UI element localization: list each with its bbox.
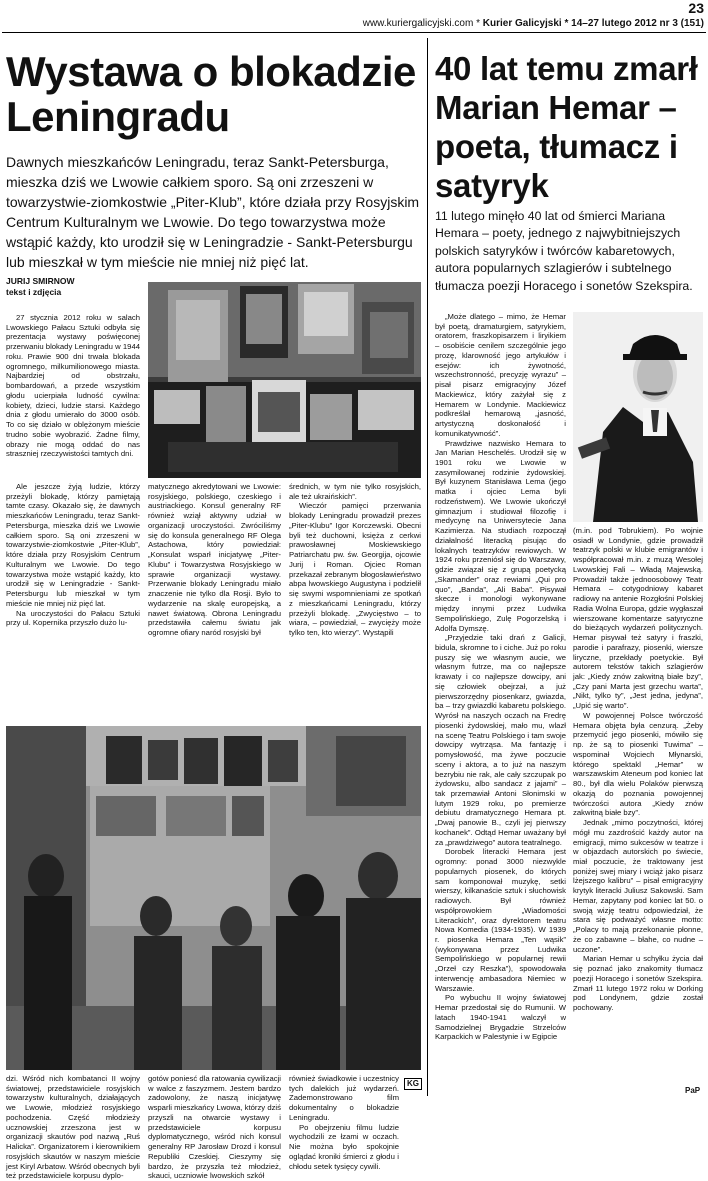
left-col3: [289, 482, 421, 719]
left-bottom-col1: [6, 1074, 140, 1181]
paragraph: W powojennej Polsce twórczość Hemara objęta była cenzurą. „Żeby przemycić jego piosenki, mówiło się np. że są to piosenki Tuwima” – wspominał Wojciech Młynarski, którego spektakl „Hemar” w warszawskim Ateneum pod koniec lat 80., był dla wielu Polaków pierwszą okazją do poznania powojennej twórczości autora „Kiedy znów zakwitną białe bzy”.: [573, 710, 703, 818]
paragraph: Po obejrzeniu filmu ludzie wychodzili ze łzami w oczach. Nie można było spokojnie oglądać kroniki śmierci z głodu i chłodu setek tysięcy cywili.: [289, 1122, 399, 1171]
paragraph: gotów poniesć dla ratowania cywilizacji w walce z faszyzmem. Jestem bardzo zadowolony, że naszą inicjatywę wsparli mieszkańcy Lwowa, którzy dziś przyszli na otwarcie wystawy i przedstawiciele korpusu dyplomatycznego, wśród nich konsul generalny RP Jarosław Drozd i konsul Republiki Czeskiej. Cieszymy się bardzo, że przyszła też młodzież, skauci, uczniowie lwowskich szkół: [148, 1074, 281, 1181]
left-bottom-col3: [289, 1074, 399, 1171]
paragraph: również świadkowie i uczestnicy tych dalekich już wydarzeń. Zademonstrowano film dokumentalny o blokadzie Leningradu.: [289, 1074, 399, 1122]
kg-signature: KG: [404, 1078, 422, 1090]
paragraph: Po wybuchu II wojny światowej Hemar przedostał się do Rumunii. W latach 1940-1941 walczył w Samodzielnej Brygadzie Strzelców Karpackich w Palestynie i w Egipcie: [435, 993, 566, 1042]
page-number: 23: [688, 0, 704, 16]
byline: [6, 276, 141, 299]
byline-role: tekst i zdjęcia: [6, 287, 62, 298]
exhibition-visitors-photo: [6, 726, 421, 1070]
paragraph: średnich, w tym nie tylko rosyjskich, ale też ukraińskich”.: [289, 482, 421, 501]
masthead: Kurier Galicyjski: [482, 18, 562, 29]
paragraph: Dorobek literacki Hemara jest ogromny: ponad 3000 niezwykle popularnych piosenek, do których sam komponował muzykę, setki wierszy, kilkanaście sztuk i słuchowisk radiowych. Był również współprowokiem „Wiadomości Literackich”, oraz dyrektorem teatru Nowa Komedia (1934-1935). W 1939 r. piosenka Hemara „Ten wąsik” (wykonywana przez Ludwika Sempolińskiego w popularnej rewii „Orzeł czy Reszka”), spowodowała interwencję ambasadora Niemiec w Warszawie.: [435, 847, 566, 993]
website-link[interactable]: www.kuriergalicyjski.com: [362, 18, 474, 29]
pap-signature: PaP: [685, 1086, 701, 1095]
paragraph: Jednak „mimo poczytności, której mógł mu zazdrościć każdy autor na emigracji, mimo sukcesów w teatrze i w objazdach autorskich po świecie, miał poczucie, że traktowany jest poniżej swej miary i wciąż jako pisarz lżejszego kalibru” – pisał emigracyjny krytyk literacki Juliusz Sakowski. Sam Hemar, zapytany pod koniec lat 50. o swoją wizję teatru odpowiedział, że stara się podważyć własne motto: „Polacy to mają przekonanie płonne, że co zabawne – błahe, co nudne – uczone”.: [573, 818, 703, 954]
header-divider: [2, 32, 706, 33]
left-col2: [148, 482, 281, 719]
right-col1: [435, 312, 566, 1100]
paragraph: Prawdziwe nazwisko Hemara to Jan Marian Heschelés. Urodził się w 1901 roku we Lwowie w zasymilowanej rodzinie żydowskiej. Był kuzynem Stanisława Lema (jego matka i ojciec Lema byli rodzeństwem). We Lwowie ukończył gimnazjum i studiował filozofię i medycynę na Uniwersytecie Jana Kazimierza. Na studiach rozpoczął działalność literacką pisując do lokalnych teatrzyków rewiowych. W 1924 roku przeniósł się do Warszawy, gdzie związał się z grupą poetycką „Skamander” oraz rewiami „Qui pro quo”, „Banda”, „Ali Baba”. Pisywał skecze i monologi wykonywane między innymi przez Ludwika Sempolińskiego, Zulę Pogorzelską i Adolfa Dymszę.: [435, 438, 566, 633]
right-article-title: 40 lat temu zmarł Marian Hemar – poeta, tłumacz i satyryk: [435, 50, 698, 204]
running-head: www.kuriergalicyjski.com * Kurier Galicyjski * 14–27 lutego 2012 nr 3 (151): [362, 18, 704, 29]
right-article-lead: 11 lutego minęło 40 lat od śmierci Mariana Hemara – poety, jednego z najwybitniejszych polskich satyryków i twórców kabaretowych, autora popularnych szlagierów i subtelnego tłumacza poezji Horacego i sonetów Szekspira.: [435, 209, 693, 293]
exhibition-books-photo: [148, 282, 421, 478]
left-col1-top: [6, 313, 140, 474]
paragraph: matycznego akredytowani we Lwowie: rosyjskiego, polskiego, czeskiego i austriackiego. Konsul generalny RF również wziął aktywny udział w organizacji uroczystości. Zwróciliśmy się do konsula generalnego RF Olega Astachowa, który powiedział: „Konsulat wsparł inicjatywę „Piter-Klubu” i Towarzystwa Rosyjskiego w sprawie organizacji wystawy. Przerwanie blokady Leningradu miało znaczenie nie tylko dla Rosji. Było to wydarzenie na skalę europejską, a nawet światową. Obrona Leningradu przedstawiła całemu światu jak ogromne ofiary naród rosyjski był: [148, 482, 281, 638]
left-article-title: Wystawa o blokadzie Leningradu: [6, 48, 416, 140]
paragraph: Marian Hemar u schyłku życia dał się poznać jako znakomity tłumacz poezji Horacego i sonetów Szekspira. Zmarł 11 lutego 1972 roku w Dorking pod Londynem, gdzie został pochowany.: [573, 954, 703, 1012]
paragraph: Ale jeszcze żyją ludzie, którzy przeżyli blokadę, którzy pamiętają tamte czasy. Okazało się, że dawnych mieszkańców Leningradu, teraz Sankt-Petersburga, mieszka dziś we Lwowie całkiem sporo. Są oni zrzeszeni w towarzystwie-ziomkostwie „Piter-Klub”, które działa przy Rosyjskim Centrum Kulturalnym we Lwowie. Do tego towarzystwa może wstąpić każdy, kto urodził się w Leningradzie - Sankt-Petersburgu lub mieszkał w tym mieście nie mniej niż pięć lat.: [6, 482, 140, 608]
paragraph: Na uroczystości do Pałacu Sztuki przy ul. Kopernika przyszło dużo lu-: [6, 608, 140, 628]
byline-author: JURIJ SMIRNOW: [6, 276, 75, 286]
column-divider: [427, 38, 428, 1096]
page-header: [0, 0, 708, 34]
paragraph: „Może dlatego – mimo, że Hemar był poetą, dramaturgiem, satyrykiem, oratorem, fraszkopisarzem i liryikiem – osobiście cenilem szczególnie jego prozę, klarowność jego artykułów i esejów: ich żywotność, wszechstronność, precyzję wyrazu” – pisał pisarz emigracyjny Józef Mackiewicz, który zażyłał się z Hemarem w Londynie. Mackiewicz podkreślał hemarową „jasność, artystyczną doskonałość i komunikatywność”.: [435, 312, 566, 438]
marian-hemar-portrait: [573, 312, 703, 522]
left-col1-bottom: [6, 482, 140, 719]
paragraph: 27 stycznia 2012 roku w salach Lwowskiego Pałacu Sztuki odbyła się prezentacja wystawy poświęconej przerwaniu blokady Leningradu w 1944 roku. Prawie 900 dni trwała blokada ogromnego, milkumilionowego miasta. Najbardziej od obstrzału, bombardowań, a przede wszystkim głodu ucierpiała ludność cywilna: kobiety, dzieci, ludzie starsi. Każdego dnia z głodu umierało do 3000 osób. To co się działo w oblężonym mieście trudno sobie wyobrazić. Żadne filmy, obrazy nie mogą oddać do nas straszniej rzeczywistości tamtych dni.: [6, 313, 140, 459]
paragraph: (m.in. pod Tobrukiem). Po wojnie osiadł w Londynie, gdzie prowadził teatrzyk polski w klubie emigrantów i współpracował m.in. z muzą Wesołej Lwowskiej Fali – Władą Majewską. Prowadził także jednoosobowy Teatr Hemara – cotygodniowy kabaret radiowy na antenie Rozgłośni Polskiej Radia Wolna Europa, gdzie wygłaszał wierszowane komentarze satyryczne do bieżących wydarzeń politycznych. Hemar pisywał też satyry i fraszki, parodie i parafrazy, piosenki, wiersze liryczne, przekłady poetyckie. Był autorem tekstów takich szlagierów jak: „Kiedy znów zakwitną białe bzy”, „Czy pani Marta jest grzechu warta”, „Nikt, tylko ty”, „Jest jedna, jedyna”, „Upić się warto”.: [573, 526, 703, 711]
paragraph: Wieczór pamięci przerwania blokady Leningradu prowadził prezes „Piter-Klubu” Igor Korczewski. Obecni byli też duchowni, księża z cerkwi prawosławnej Moskiewskiego Patriarchatu pw. św. Georgija, ojcowie Jurij i Roman. Ojciec Roman przekazał zebranym błogosławieństwo abpa lwowskiego Augustyna i podzielił się swymi wspomnieniami ze spotkań z mieszkańcami Leningradu, którzy przeżyli blokadę. „Zwycięstwo – to wiara, – powiedział, – zwycięży może tylko ten, kto wierzy”. Wystąpili: [289, 501, 421, 638]
left-article-lead: Dawnych mieszkańców Leningradu, teraz Sankt-Petersburga, mieszka dziś we Lwowie całkiem sporo. Są oni zrzeszeni w towarzystwie-ziomkostwie „Piter-Klub”, które działa przy Rosyjskim Centrum Kulturalnym we Lwowie. Do tego towarzystwa może wstąpić każdy, kto urodził się w Leningradzie - Sankt-Petersburgu lub mieszkał w tym mieście nie mniej niż pięć lat.: [6, 154, 420, 271]
right-col2: [573, 526, 703, 1100]
issue-info: * 14–27 lutego 2012 nr 3 (151): [561, 18, 704, 29]
left-bottom-col2: [148, 1074, 281, 1181]
paragraph: dzi. Wśród nich kombatanci II wojny światowej, przedstawiciele rosyjskich towarzystw kulturalnych, działających we Lwowie, młodzież rosyjskiego pochodzenia. Część młodzieży ucznowskiej zrzeszona jest w organizacji skautów pod nazwą „Ruś Halicka”. Organizatorem i kierownikiem rosyjskich skautów w naszym mieście jest Kiryl Arbatow. Wśród obecnych byli też przedstawiciele korpusu dyplo-: [6, 1074, 140, 1181]
paragraph: „Przyjedzie taki drań z Galicji, bidula, skromne to i ciche. Już po roku puszy się we własnym aucie, we własnym futrze, ma co najlepsze krawaty i co najlepsze dowcipy, ani się człowiek obejrzał, a już pierwszorzędny piosenkarz, gwiazda, ba – trzy gwiazdki kabaretu polskiego. Wyrósł na naszych oczach na Fredrę piosenki żydowskiej, mało mu, wlazł na scenę Teatru Polskiego i tam swoje dowcipy wytrząsa. Ma fantazję i pomysłowość, ma żywe poczucie sceny i aktora, a to już na naszym bezrybiu nie rak, ale cały szczupak po żydowsku, albo sandacz z jajami” – tak przemawiał Antoni Słonimski w lutym 1929 roku, po premierze debiutu dramatycznego Hemara pt. „Dwaj panowie B., czyli jej pierwszy kochanek”. Odtąd Hemar uważany był za „prawdziwego” autora teatralnego.: [435, 633, 566, 847]
